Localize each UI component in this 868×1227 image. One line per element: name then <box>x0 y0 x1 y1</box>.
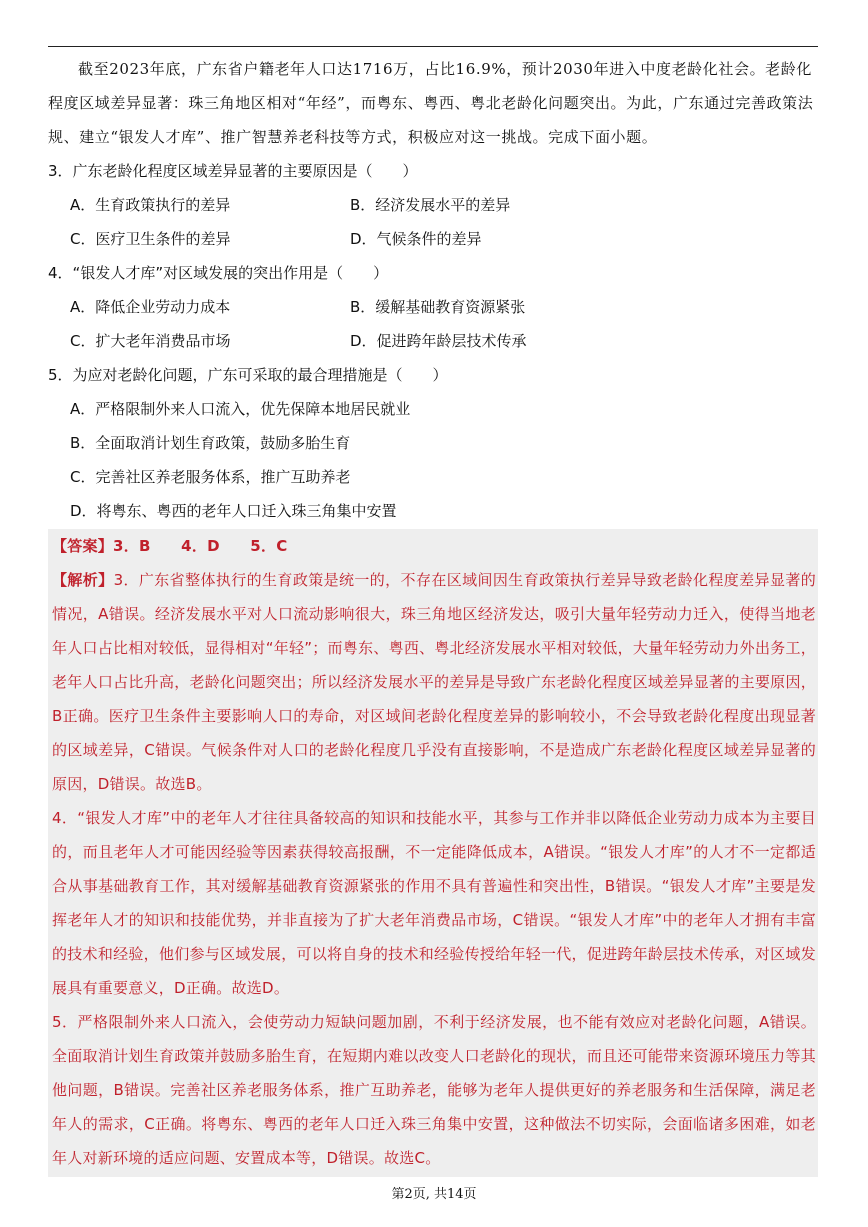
q4-option-a: A．降低企业劳动力成本 <box>70 298 231 316</box>
q4-option-b: B．缓解基础教育资源紧张 <box>350 298 526 316</box>
question-5-options <box>48 392 818 528</box>
question-content <box>48 52 818 528</box>
explanation-text-3: 3．广东省整体执行的生育政策是统一的，不存在区域间因生育政策执行差异导致老龄化程度差异显著的情况，A错误。经济发展水平对人口流动影响很大，珠三角地区经济发达，吸引大量年轻劳动力迁入，使得当地老年人口占比相对较低，显得相对“年轻”；而粤东、粤西、粤北经济发展水平相对较低，大量年轻劳动力外出务工，老年人口占比升高，老龄化问题突出；所以经济发展水平的差异是导致广东老龄化程度区域差异显著的主要原因，B正确。医疗卫生条件主要影响人口的寿命，对区域间老龄化程度差异的影响较小，不会导致老龄化程度出现显著的区域差异，C错误。气候条件对人口的老龄化程度几乎没有直接影响，不是造成广东老龄化程度区域差异显著的原因，D错误。故选B。 <box>52 571 816 793</box>
explanation-paragraph-3 <box>52 563 816 801</box>
question-5-stem: 5．为应对老龄化问题，广东可采取的最合理措施是（ ） <box>48 366 448 384</box>
question-3-stem: 3．广东老龄化程度区域差异显著的主要原因是（ ） <box>48 162 418 180</box>
q4-option-c: C．扩大老年消费品市场 <box>70 332 231 350</box>
q5-option-c: C．完善社区养老服务体系，推广互助养老 <box>70 468 351 486</box>
q3-option-b: B．经济发展水平的差异 <box>350 196 511 214</box>
q3-option-a: A．生育政策执行的差异 <box>70 196 231 214</box>
page-footer: 第2页, 共14页 <box>391 1187 477 1202</box>
q5-option-d: D．将粤东、粤西的老年人口迁入珠三角集中安置 <box>70 502 397 520</box>
question-4-options <box>48 290 818 358</box>
top-rule <box>48 46 818 47</box>
explanation-label: 【解析】 <box>52 571 114 589</box>
q4-option-d: D．促进跨年龄层技术传承 <box>350 332 527 350</box>
answer-text: 3．B 4．D 5．C <box>113 537 288 555</box>
q3-option-c: C．医疗卫生条件的差异 <box>70 230 231 248</box>
explanation-paragraph-4: 4．“银发人才库”中的老年人才往往具备较高的知识和技能水平，其参与工作并非以降低企业劳动力成本为主要目的，而且老年人才可能因经验等因素获得较高报酬，不一定能降低成本，A错误。“银发人才库”的人才不一定都适合从事基础教育工作，其对缓解基础教育资源紧张的作用不具有普遍性和突出性，B错误。“银发人才库”主要是发挥老年人才的知识和技能优势，并非直接为了扩大老年消费品市场，C错误。“银发人才库”中的老年人才拥有丰富的技术和经验，他们参与区域发展，可以将自身的技术和经验传授给年轻一代，促进跨年龄层技术传承，对区域发展具有重要意义，D正确。故选D。 <box>52 809 816 997</box>
question-3-options <box>48 188 818 256</box>
explanation-paragraph-5: 5．严格限制外来人口流入，会使劳动力短缺问题加剧，不利于经济发展，也不能有效应对老龄化问题，A错误。全面取消计划生育政策并鼓励多胎生育，在短期内难以改变人口老龄化的现状，而且还可能带来资源环境压力等其他问题，B错误。完善社区养老服务体系，推广互助养老，能够为老年人提供更好的养老服务和生活保障，满足老年人的需求，C正确。将粤东、粤西的老年人口迁入珠三角集中安置，这种做法不切实际，会面临诸多困难，如老年人对新环境的适应问题、安置成本等，D错误。故选C。 <box>52 1013 816 1167</box>
question-4-stem: 4．“银发人才库”对区域发展的突出作用是（ ） <box>48 264 389 282</box>
q3-option-d: D．气候条件的差异 <box>350 230 482 248</box>
passage-text: 截至2023年底，广东省户籍老年人口达1716万，占比16.9%，预计2030年进入中度老龄化社会。老龄化程度区域差异显著：珠三角地区相对“年经”，而粤东、粤西、粤北老龄化问题突出。为此，广东通过完善政策法规、建立“银发人才库”、推广智慧养老科技等方式，积极应对这一挑战。完成下面小题。 <box>48 60 814 146</box>
q5-option-a: A．严格限制外来人口流入，优先保障本地居民就业 <box>70 400 411 418</box>
answer-section <box>52 529 816 1175</box>
q5-option-b: B．全面取消计划生育政策，鼓励多胎生育 <box>70 434 351 452</box>
answer-label: 【答案】 <box>52 537 114 555</box>
answer-line <box>52 529 816 563</box>
